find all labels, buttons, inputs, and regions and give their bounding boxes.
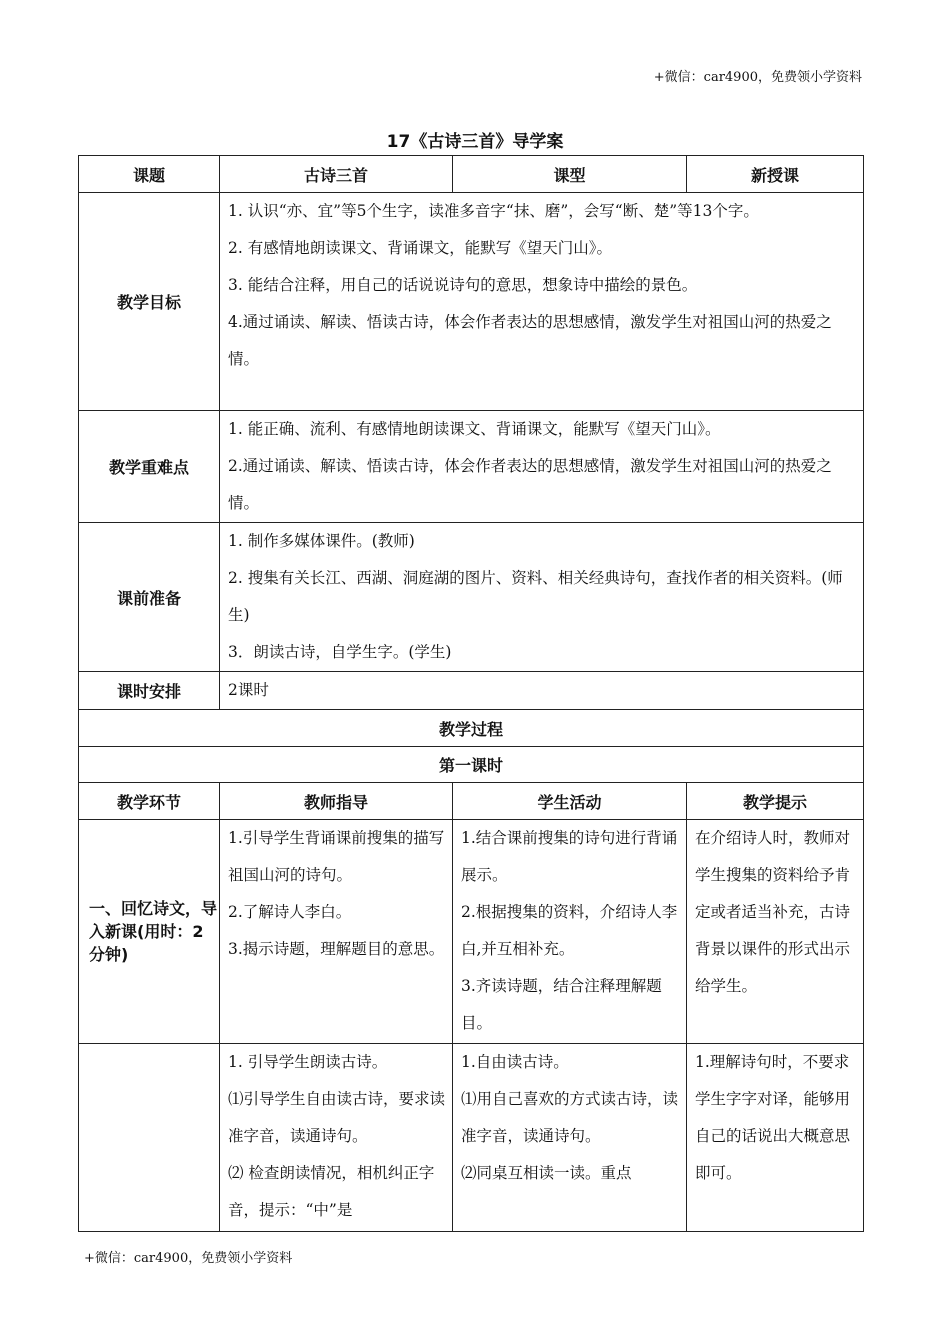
- student-item: 1.自由读古诗。: [461, 1053, 569, 1071]
- tip-item: 在介绍诗人时，教师对学生搜集的资料给予肯定或者适当补充，古诗背景以课件的形式出示给学生。: [695, 829, 851, 995]
- key-point-item: 1. 能正确、流利、有感情地朗读课文、背诵课文，能默写《望天门山》。: [228, 420, 721, 438]
- teacher-item: 3.揭示诗题，理解题目的意思。: [228, 940, 445, 958]
- label-key-points: 教学重难点: [79, 411, 220, 523]
- preparation-content: [220, 523, 864, 672]
- column-header: 教学提示: [687, 783, 864, 820]
- process-heading: 教学过程: [79, 710, 864, 747]
- label-topic: 课题: [79, 156, 220, 193]
- header-watermark: +微信：car4900，免费领小学资料: [653, 70, 862, 85]
- teacher-item: 2.了解诗人李白。: [228, 903, 352, 921]
- teacher-item: ⑴引导学生自由读古诗，要求读准字音，读通诗句。: [228, 1090, 446, 1145]
- teacher-guidance: [220, 820, 453, 1044]
- student-item: ⑵同桌互相读一读。重点: [461, 1164, 632, 1182]
- student-item: 3.齐读诗题，结合注释理解题目。: [461, 977, 662, 1032]
- preparation-item: 1. 制作多媒体课件。(教师): [228, 532, 415, 550]
- student-item: 1.结合课前搜集的诗句进行背诵展示。: [461, 829, 678, 884]
- objective-item: 4.通过诵读、解读、悟读古诗，体会作者表达的思想感情，激发学生对祖国山河的热爱之情。: [228, 313, 832, 368]
- key-points-content: [220, 411, 864, 523]
- label-objectives: 教学目标: [79, 193, 220, 411]
- stage-label: [79, 1044, 220, 1232]
- preparation-item: 3．朗读古诗，自学生字。(学生): [228, 643, 452, 661]
- objectives-content: [220, 193, 864, 411]
- type-value: 新授课: [687, 156, 864, 193]
- student-item: ⑴用自己喜欢的方式读古诗，读准字音，读通诗句。: [461, 1090, 679, 1145]
- document-title: 17《古诗三首》导学案: [386, 132, 564, 152]
- schedule-value: 2课时: [220, 672, 864, 710]
- column-header: 学生活动: [453, 783, 687, 820]
- column-header: 教学环节: [79, 783, 220, 820]
- footer-watermark: +微信：car4900，免费领小学资料: [84, 1251, 293, 1266]
- lesson1-heading: 第一课时: [79, 747, 864, 783]
- teacher-item: ⑵ 检查朗读情况，相机纠正字音，提示：“中”是: [228, 1164, 435, 1219]
- objective-item: 3. 能结合注释，用自己的话说说诗句的意思，想象诗中描绘的景色。: [228, 276, 698, 294]
- teacher-item: 1. 引导学生朗读古诗。: [228, 1053, 388, 1071]
- student-activity: [453, 1044, 687, 1232]
- key-point-item: 2.通过诵读、解读、悟读古诗，体会作者表达的思想感情，激发学生对祖国山河的热爱之情。: [228, 457, 832, 512]
- teacher-guidance: [220, 1044, 453, 1232]
- label-preparation: 课前准备: [79, 523, 220, 672]
- column-header: 教师指导: [220, 783, 453, 820]
- tip-item: 1.理解诗句时，不要求学生字字对译，能够用自己的话说出大概意思即可。: [695, 1053, 851, 1182]
- label-schedule: 课时安排: [79, 672, 220, 710]
- label-type: 课型: [453, 156, 687, 193]
- student-activity: [453, 820, 687, 1044]
- objective-item: 2. 有感情地朗读课文、背诵课文，能默写《望天门山》。: [228, 239, 612, 257]
- teaching-tip: [687, 1044, 864, 1232]
- lesson-plan-table: [78, 155, 864, 1232]
- topic-value: 古诗三首: [220, 156, 453, 193]
- teaching-tip: [687, 820, 864, 1044]
- student-item: 2.根据搜集的资料，介绍诗人李白,并互相补充。: [461, 903, 678, 958]
- teacher-item: 1.引导学生背诵课前搜集的描写祖国山河的诗句。: [228, 829, 445, 884]
- stage-label: 一、回忆诗文，导入新课(用时：2分钟): [79, 820, 220, 1044]
- preparation-item: 2. 搜集有关长江、西湖、洞庭湖的图片、资料、相关经典诗句，查找作者的相关资料。(师生): [228, 569, 843, 624]
- objective-item: 1. 认识“亦、宜”等5个生字，读准多音字“抹、磨”，会写“断、楚”等13个字。: [228, 202, 759, 220]
